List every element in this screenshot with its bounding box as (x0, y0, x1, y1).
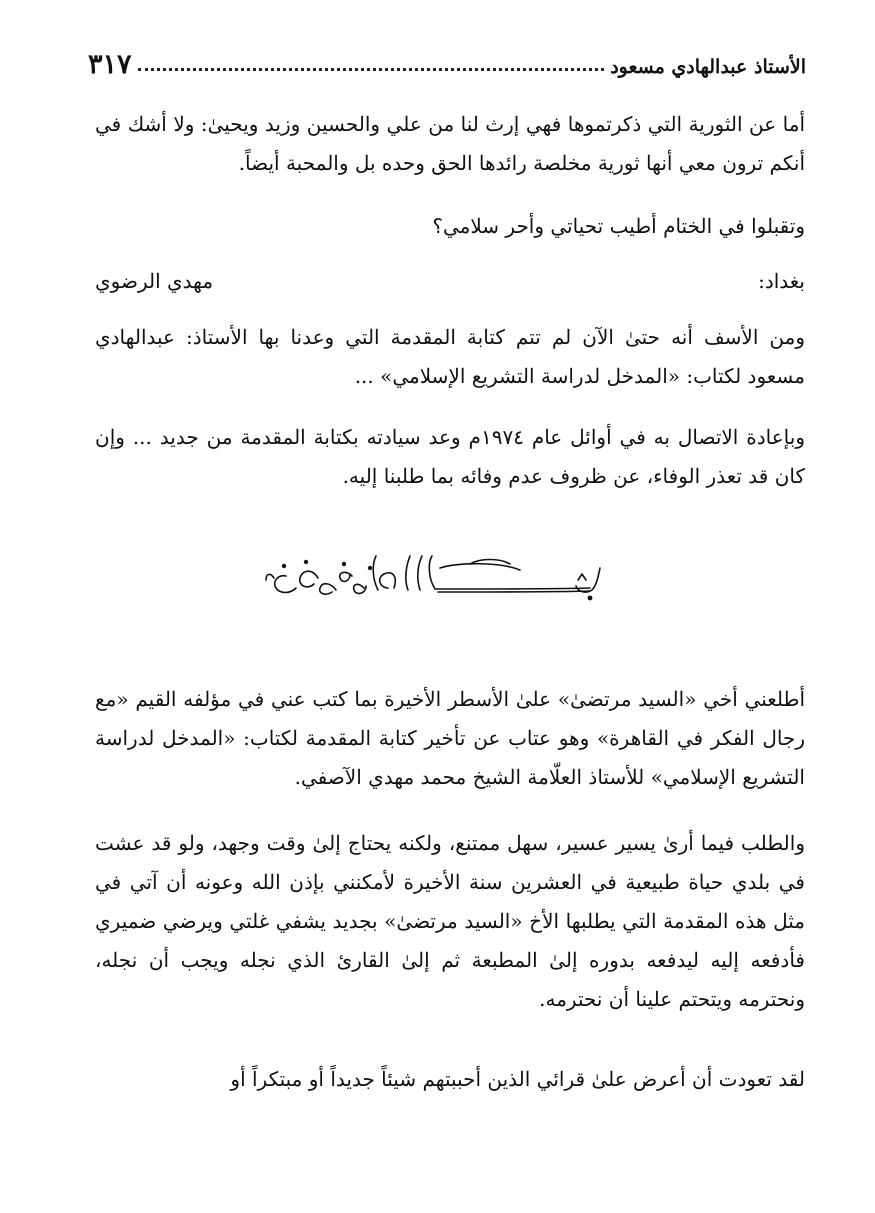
running-header (88, 38, 806, 78)
running-title: الأستاذ عبدالهادي مسعود (610, 56, 806, 78)
paragraph-revolution: أما عن الثورية التي ذكرتموها فهي إرث لنا من علي والحسين وزيد ويحيىٰ: ولا أشك في أنكم ترون معي أنها ثورية مخلصة رائدها الحق وحده بل والمحبة أيضاً. (95, 112, 805, 175)
signature-name: مهدي الرضوي (95, 269, 214, 293)
paragraph-sayed-mortada: أطلعني أخي «السيد مرتضىٰ» علىٰ الأسطر الأخيرة بما كتب عني في مؤلفه القيم «مع رجال الفكر في القاهرة» وهو عتاب عن تأخير كتابة المقدمة لكتاب: «المدخل لدراسة التشريع الإسلامي» للأستاذ العلّامة الشيخ محمد مهدي الآصفي. (95, 687, 805, 789)
paragraph-request: والطلب فيما أرىٰ يسير عسير، سهل ممتنع، ولكنه يحتاج إلىٰ وقت وجهد، ولو قد عشت في بلدي حياة طبيعية في العشرين سنة الأخيرة لأمكنني بإذن الله وعونه أن آتي في مثل هذه المقدمة التي يطلبها الأخ «السيد مرتضىٰ» بجديد يشفي غلتي ويرضي ضميري فأدفعه إليه ليدفعه بدوره إلىٰ المطبعة ثم إلىٰ القارئ الذي نجله ويجب أن نجله، ونحترمه ويتحتم علينا أن نحترمه. (95, 831, 805, 1011)
basmala-calligraphy (260, 548, 610, 604)
page-number: ٣١٧ (88, 49, 132, 80)
paragraph-introduction-delay: ومن الأسف أنه حتىٰ الآن لم تتم كتابة المقدمة التي وعدنا بها الأستاذ: عبدالهادي مسعود لكتاب: «المدخل لدراسة التشريع الإسلامي» ... (95, 325, 805, 388)
signature-line (95, 262, 805, 301)
header-dotted-leader (138, 67, 605, 71)
paragraph-closing-greetings: وتقبلوا في الختام أطيب تحياتي وأحر سلامي؟ (432, 214, 805, 238)
paragraph-recontact: وبإعادة الاتصال به في أوائل عام ١٩٧٤م وعد سيادته بكتابة المقدمة من جديد ... وإن كان قد تعذر الوفاء، عن ظروف عدم وفائه بما طلبنا إليه. (95, 425, 806, 488)
paragraph-readers: لقد تعودت أن أعرض علىٰ قرائي الذين أحببتهم شيئاً جديداً أو مبتكراً أو (230, 1067, 805, 1091)
signature-place: بغداد: (758, 269, 805, 293)
